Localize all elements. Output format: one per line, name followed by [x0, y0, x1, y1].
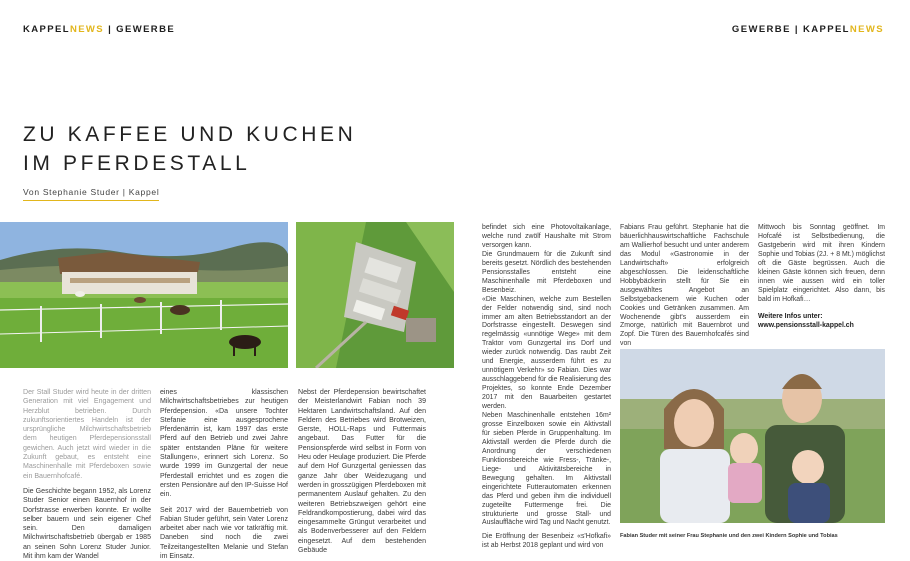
paragraph: Die Eröffnung der Besenbeiz «s'Hofkafi» ist ab Herbst 2018 geplant und wird von	[482, 533, 611, 550]
header-right	[732, 24, 884, 35]
paragraph: Die Grundmauern für die Zukunft sind bereits gesetzt. Nördlich des bestehenden Pensionsstalles entsteht eine Maschinenhalle mit Pferdeboxen und Besenbeiz.	[482, 250, 611, 294]
paragraph: befindet sich eine Photovoltaikanlage, welche rund zwölf Haushalte mit Strom versorgen kann.	[482, 224, 611, 249]
family-photo	[620, 349, 885, 523]
paragraph: «Die Maschinen, welche zum Bestellen der Felder notwendig sind, sind noch immer am alten Betriebsstandort an der Dorfstrasse eingestellt. Deswegen sind regelmässig «unnötige Wege» mit dem Traktor vom Gunzgertal ins Dorf und wieder zurück notwendig. Das raubt Zeit und Energie, ausserdem führt es zu unnötigem Verkehr» so Fabian. Dies war ausschlaggebend für die Realisierung des Projektes, so konnte Ende Dezember 2017 mit den Bauarbeiten gestartet werden.	[482, 295, 611, 411]
section-label: | GEWERBE	[104, 24, 176, 35]
article-title	[23, 120, 356, 178]
text-column-5	[620, 224, 749, 349]
paragraph: Die Geschichte begann 1952, als Lorenz Studer Senior einen Bauernhof in der Dorfstrasse erwerben konnte. Er wollte selber bauern und sein eigener Chef sein. Den damaligen Milchwirtschaftsbetrieb übergab er 1985 an seinen Sohn Lorenz Studer Junior. Mit ihm kam der Wandel	[23, 487, 151, 561]
paragraph: Mittwoch bis Sonntag geöffnet. Im Hofcafé ist Selbstbedienung, die Gastgeberin wird mit ihren Kindern Sophie und Tobias (2J. + 8 Mt.) möglichst oft die Gäste begrüssen. Auch die kleinen Gäste können sich freuen, denn innen wie aussen wird ein toller Spielplatz eingerichtet. Also dann, bis bald im Hofkafi…	[758, 224, 885, 303]
text-column-2	[160, 388, 288, 561]
paragraph: Fabians Frau geführt. Stephanie hat die bäuerlichhauswirtschaftliche Fachschule am Wallierhof besucht und unter anderem das Modul «Gastronomie in der Landwirtschaft» erfolgreich abgeschlossen. Die leidenschaftliche Hobbybäckerin stellt für Sie ein ausgewähltes Angebot an Selbstgebackenem wie Kuchen oder Cookies und Getränken zusammen. Am Wochenende gibt's ausserdem ein Zmorge, natürlich mit Bauernbrot und Zopf. Die Türen des Bauernhofcafés sind von	[620, 224, 749, 348]
byline: Von Stephanie Studer | Kappel	[23, 187, 159, 201]
stable-horses-photo	[0, 222, 288, 368]
photo-caption: Fabian Studer mit seiner Frau Stephanie und den zwei Kindern Sophie und Tobias	[620, 533, 838, 539]
text-column-4	[482, 224, 611, 551]
title-line-1: ZU KAFFEE UND KUCHEN	[23, 123, 357, 146]
brand-name: KAPPEL	[23, 24, 70, 35]
paragraph: eines klassischen Milchwirtschaftsbetriebes zur heutigen Pferdepension. «Da unsere Tochter Stefanie eine ausgesprochene Pferdenärrin ist, kam 1997 das erste Pferd auf den Betrieb und zwei Jahre später entstanden Pläne für weitere Stallungen», erinnert sich Lorenz. So wurde 1999 im Gunzgertal der neue Pferdestall errichtet und es zogen die ersten Pensionäre auf den IP-Suisse Hof ein.	[160, 389, 288, 499]
brand-accent: NEWS	[849, 24, 884, 35]
header-left	[23, 24, 175, 35]
paragraph: Neben Maschinenhalle entstehen 16m² grosse Einzelboxen sowie ein Aktivstall für sieben Pferde in Gruppenhaltung. Im Aktivstall werden die Pferde durch die Anordnung der verschiedenen Funktionsbereiche wie Fress-, Tränke-, Liege- und Aktivitätsbereiche in Bewegung gehalten. Im Aktivstall eingerichtete Futterautomaten erkennen das Pferd und geben ihm die individuell zugeteilte Futtermenge frei. Die strukturierte und grosse Stall- und Auslauffläche wird Tag und Nacht genutzt.	[482, 412, 611, 527]
text-column-1	[23, 388, 151, 561]
brand-name: KAPPEL	[802, 24, 850, 35]
section-label: GEWERBE |	[731, 24, 803, 35]
brand-accent: NEWS	[69, 24, 105, 35]
text-column-3	[298, 388, 426, 555]
info-label: Weitere Infos unter:	[758, 312, 823, 320]
text-column-6	[758, 224, 885, 330]
title-line-2: IM PFERDESTALL	[23, 152, 251, 175]
intro-paragraph: Der Stall Studer wird heute in der dritten Generation mit viel Engagement und Herzblut betrieben. Durch zukunftsorientiertes Handeln ist der ursprüngliche Milchwirtschaftsbetrieb dem heutigen Pferdepensionsstall gewichen. Auch jetzt wird wieder in die Zukunft gebaut, es entsteht eine Maschinenhalle mit Pferdeboxen sowie ein Bauernhofcafé.	[23, 389, 151, 480]
paragraph: Seit 2017 wird der Bauernbetrieb von Fabian Studer geführt, sein Vater Lorenz arbeitet aber nach wie vor tatkräftig mit. Daneben sind noch die zwei Teilzeitangestellten Melanie und Stefan im Einsatz.	[160, 506, 288, 561]
paragraph: Nebst der Pferdepension bewirtschaftet der Meisterlandwirt Fabian noch 39 Hektaren Landwirtschaftsland. Auf den Feldern des Betriebes wird Brotweizen, Gerste, HOLL-Raps und Futtermais angebaut. Das Futter für die Pensionspferde wird selbst in Form von Heu oder Heulage produziert. Die Pferde auf dem Hof Gunzgertal geniessen das ganze Jahr über Weidezugang und werden in grosszügigen Pferdeboxen mit permanentem Auslauf gehalten. Zu den weiteren Betriebszweigen gehört eine Feldrandkompostierung, dabei wird das eingesammelte Grüngut verarbeitet und als Bodenverbesserer auf den Feldern eingesetzt. Auf dem bestehenden Gebäude	[298, 389, 426, 555]
website-link[interactable]: www.pensionsstall-kappel.ch	[758, 321, 854, 329]
aerial-farm-photo	[296, 222, 454, 368]
